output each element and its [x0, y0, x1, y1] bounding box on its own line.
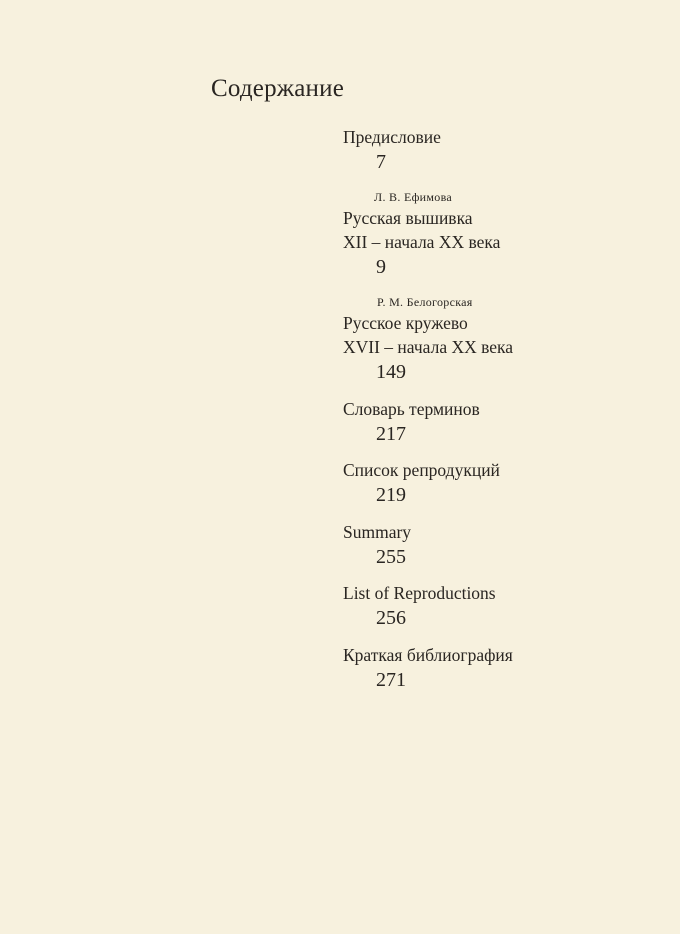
toc-entry-page[interactable]: 255 [376, 546, 406, 568]
toc-entry-page[interactable]: 7 [376, 151, 386, 173]
toc-entry-title[interactable]: Summary [343, 522, 412, 542]
toc-entry-title[interactable]: Предисловие [343, 127, 441, 147]
toc-entry-author: Л. В. Ефимова [374, 190, 452, 204]
toc-entry-title[interactable]: Русская вышивка [343, 208, 473, 228]
toc-entry-page[interactable]: 219 [376, 484, 406, 506]
toc-entry-page[interactable]: 271 [376, 669, 406, 691]
toc-entry-page[interactable]: 217 [376, 423, 406, 445]
toc-entry-title[interactable]: Краткая библиография [343, 645, 513, 665]
contents-title: Содержание [211, 75, 344, 102]
toc-entry-title[interactable]: Список репродукций [343, 460, 500, 480]
toc-entry-page[interactable]: 9 [376, 256, 386, 278]
toc-entry-page[interactable]: 256 [376, 607, 406, 629]
toc-entry-title[interactable]: Русское кружево [343, 313, 468, 333]
toc-entry-title[interactable]: List of Reproductions [343, 583, 496, 603]
toc-entry-author: Р. М. Белогорская [377, 295, 473, 309]
toc-entry-page[interactable]: 149 [376, 361, 406, 383]
toc-entry-subtitle[interactable]: XII – начала XX века [343, 232, 501, 252]
toc-entry-subtitle[interactable]: XVII – начала XX века [343, 337, 514, 357]
toc-entry-title[interactable]: Словарь терминов [343, 399, 480, 419]
